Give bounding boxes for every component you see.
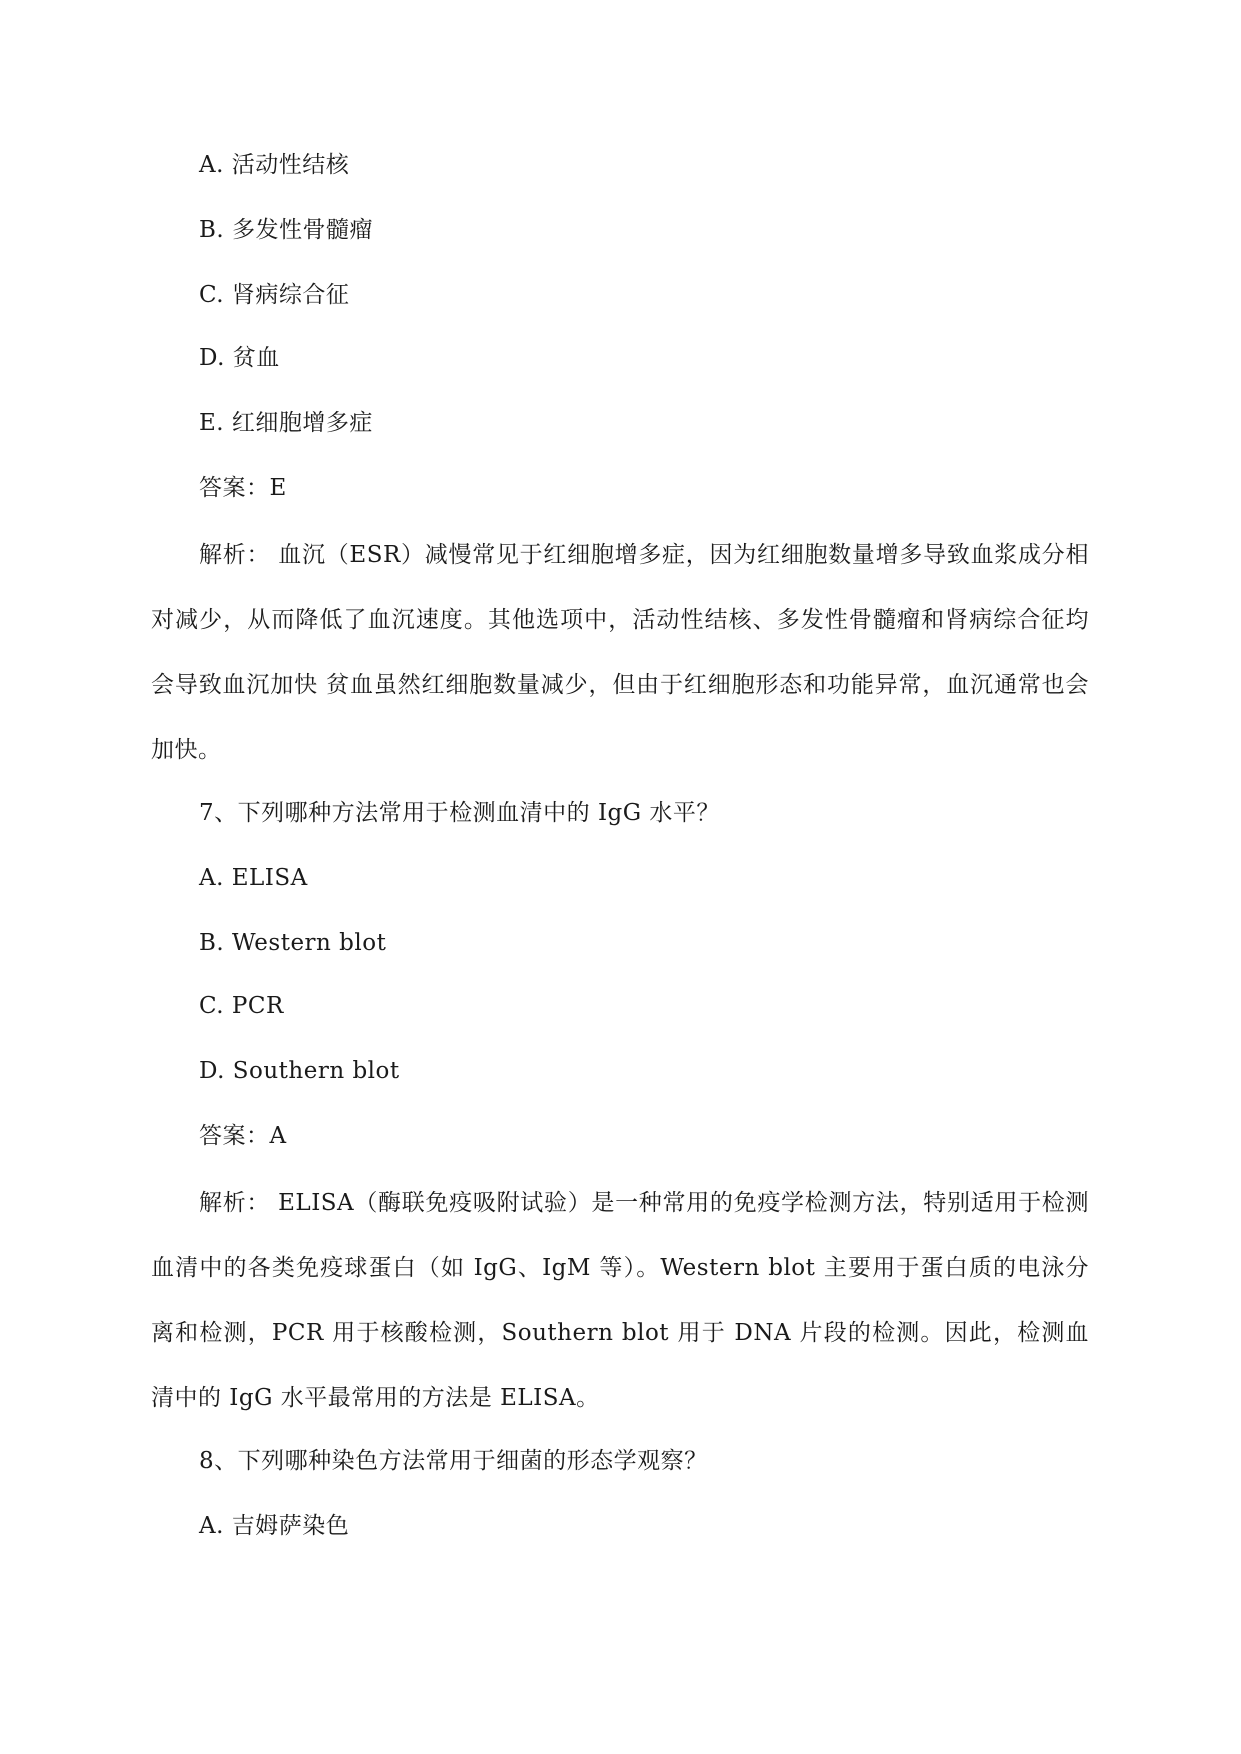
q7-answer: 答案：A bbox=[199, 1123, 287, 1149]
q8-question: 8、下列哪种染色方法常用于细菌的形态学观察？ bbox=[199, 1448, 708, 1474]
q8-option-a: A. 吉姆萨染色 bbox=[199, 1513, 350, 1539]
q7-option-d: D. Southern blot bbox=[199, 1058, 400, 1084]
q7-option-b: B. Western blot bbox=[199, 930, 387, 956]
q7-explanation: 解析： ELISA（酶联免疫吸附试验）是一种常用的免疫学检测方法，特别适用于检测血清中的各类免疫球蛋白（如 IgG、IgM 等）。Western blot 主要用于蛋白质的电泳分离和检测，PCR 用于核酸检测，Southern blot 用于 DNA 片段的检测。因此，检测血清中的 IgG 水平最常用的方法是 ELISA。 bbox=[151, 1190, 1089, 1411]
q6-option-a: A. 活动性结核 bbox=[199, 152, 350, 178]
q6-option-d: D. 贫血 bbox=[199, 345, 280, 371]
q6-answer: 答案：E bbox=[199, 475, 287, 501]
q6-explanation: 解析： 血沉（ESR）减慢常见于红细胞增多症，因为红细胞数量增多导致血浆成分相对减少，从而降低了血沉速度。其他选项中，活动性结核、多发性骨髓瘤和肾病综合征均会导致血沉加快 贫血虽然红细胞数量减少，但由于红细胞形态和功能异常，血沉通常也会加快。 bbox=[151, 542, 1089, 763]
q6-option-c: C. 肾病综合征 bbox=[199, 282, 350, 308]
q6-option-e: E. 红细胞增多症 bbox=[199, 410, 373, 436]
q6-option-b: B. 多发性骨髓瘤 bbox=[199, 217, 374, 243]
q7-option-a: A. ELISA bbox=[199, 865, 308, 891]
q7-option-c: C. PCR bbox=[199, 993, 284, 1019]
q7-question: 7、下列哪种方法常用于检测血清中的 IgG 水平？ bbox=[199, 800, 720, 826]
